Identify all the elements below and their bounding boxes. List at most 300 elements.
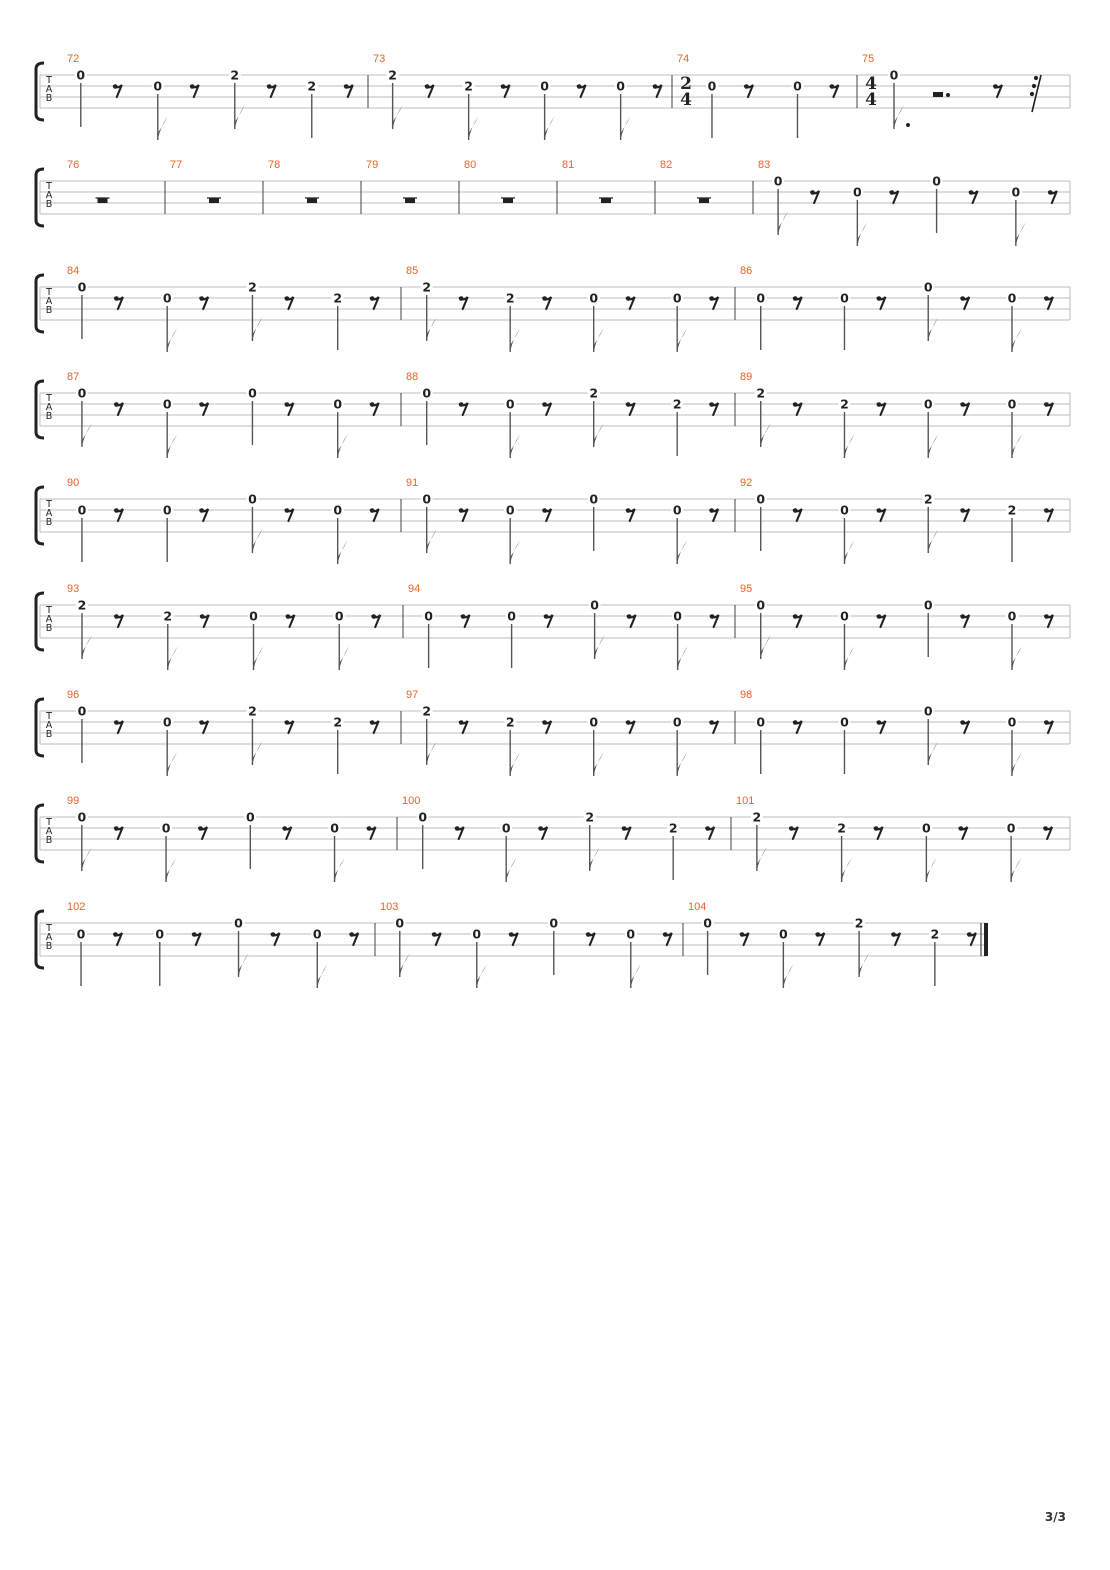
tab-clef-letter: A bbox=[45, 720, 53, 731]
measure-72-note-4-fret: 2 bbox=[307, 78, 317, 94]
measure-88-note-2-fret: 0 bbox=[505, 396, 515, 412]
measure-86-number: 86 bbox=[740, 265, 753, 277]
measure-77-half-rest bbox=[209, 198, 219, 203]
measure-90-note-2-fret: 0 bbox=[162, 502, 172, 518]
measure-75-32nd-rest-dot bbox=[1030, 92, 1034, 96]
measure-100-note-2-fret: 0 bbox=[501, 820, 511, 836]
measure-98-eighth-rest-4-dot bbox=[1044, 720, 1049, 725]
measure-92-eighth-rest-3-dot bbox=[960, 508, 965, 513]
measure-88-note-4-fret: 2 bbox=[672, 396, 682, 412]
measure-88-eighth-rest-4-dot bbox=[709, 402, 714, 407]
measure-104-eighth-rest-3-dot bbox=[891, 932, 896, 937]
tab-clef-letter: A bbox=[45, 84, 53, 95]
measure-103-note-2-fret: 0 bbox=[472, 926, 482, 942]
tab-clef-letter: T bbox=[46, 75, 52, 86]
measure-98-eighth-rest-2-dot bbox=[877, 720, 882, 725]
measure-99-number: 99 bbox=[67, 795, 80, 807]
measure-84-eighth-rest-1-dot bbox=[114, 296, 119, 301]
measure-102-note-1-fret: 0 bbox=[76, 926, 86, 942]
measure-85-note-4-fret: 0 bbox=[672, 290, 682, 306]
measure-103-eighth-rest-2-dot bbox=[509, 932, 514, 937]
tab-clef-letter: B bbox=[45, 411, 53, 422]
measure-75-note-1-fret: 0 bbox=[889, 67, 899, 83]
measure-86-note-1-fret: 0 bbox=[756, 290, 766, 306]
measure-99-eighth-rest-2-dot bbox=[198, 826, 203, 831]
measure-88-note-1-fret: 0 bbox=[422, 385, 432, 401]
measure-88-eighth-rest-2-dot bbox=[542, 402, 547, 407]
measure-73-note-3-fret: 0 bbox=[540, 78, 549, 94]
measure-91-eighth-rest-3-dot bbox=[626, 508, 631, 513]
measure-95-number: 95 bbox=[740, 583, 753, 595]
tab-clef-letter: T bbox=[46, 605, 52, 616]
measure-94-eighth-rest-1-dot bbox=[461, 614, 466, 619]
measure-104-eighth-rest-4-dot bbox=[967, 932, 972, 937]
measure-73-eighth-rest-3-dot bbox=[577, 84, 582, 89]
measure-102-number: 102 bbox=[67, 901, 86, 913]
measure-92-eighth-rest-2-dot bbox=[877, 508, 882, 513]
measure-95-note-1-flag bbox=[761, 635, 771, 659]
measure-84-eighth-rest-2-dot bbox=[199, 296, 204, 301]
measure-75-note-1-dot bbox=[906, 123, 910, 127]
page-number: 3/3 bbox=[1044, 1510, 1066, 1524]
measure-101-number: 101 bbox=[736, 795, 755, 807]
measure-89-eighth-rest-2-dot bbox=[877, 402, 882, 407]
measure-103-eighth-rest-4-dot bbox=[663, 932, 668, 937]
tab-clef-letter: T bbox=[46, 181, 52, 192]
measure-87-note-1-flag bbox=[82, 423, 92, 447]
measure-93-note-2-flag bbox=[168, 646, 178, 670]
measure-73-number: 73 bbox=[373, 53, 386, 65]
measure-99-note-2-fret: 0 bbox=[161, 820, 171, 836]
measure-103-note-1-fret: 0 bbox=[395, 915, 405, 931]
measure-72-eighth-rest-3-dot bbox=[267, 84, 272, 89]
measure-97-note-1-fret: 2 bbox=[422, 703, 432, 719]
measure-93-note-3-flag bbox=[254, 646, 264, 670]
measure-83-note-3-fret: 0 bbox=[932, 173, 941, 189]
measure-75-eighth-rest-dot bbox=[993, 84, 998, 89]
measure-83-note-1-fret: 0 bbox=[773, 173, 783, 189]
measure-104-note-2-fret: 0 bbox=[779, 926, 788, 942]
measure-73-eighth-rest-1-dot bbox=[425, 84, 430, 89]
measure-100-number: 100 bbox=[402, 795, 421, 807]
measure-72-eighth-rest-2-dot bbox=[190, 84, 195, 89]
measure-103-eighth-rest-1-dot bbox=[432, 932, 437, 937]
tab-clef-letter: A bbox=[45, 402, 53, 413]
measure-95-note-1-fret: 0 bbox=[756, 597, 766, 613]
measure-104-eighth-rest-1-dot bbox=[740, 932, 745, 937]
measure-98-note-2-fret: 0 bbox=[840, 714, 849, 730]
measure-95-note-3-fret: 0 bbox=[923, 597, 933, 613]
measure-97-eighth-rest-2-dot bbox=[542, 720, 547, 725]
measure-101-note-3-fret: 0 bbox=[922, 820, 931, 836]
measure-97-note-4-fret: 0 bbox=[672, 714, 682, 730]
measure-103-note-3-fret: 0 bbox=[549, 915, 559, 931]
measure-99-eighth-rest-4-dot bbox=[367, 826, 372, 831]
measure-78-half-rest bbox=[307, 198, 317, 203]
measure-101-note-1-fret: 2 bbox=[752, 809, 762, 825]
tab-clef-letter: A bbox=[45, 932, 53, 943]
measure-75-time-signature-numerator: 4 bbox=[865, 74, 877, 94]
tab-clef-letter: T bbox=[46, 711, 52, 722]
measure-84-note-2-fret: 0 bbox=[162, 290, 172, 306]
measure-100-note-2-flag bbox=[506, 858, 516, 882]
measure-102-eighth-rest-2-dot bbox=[192, 932, 197, 937]
measure-73-note-1-flag bbox=[393, 105, 403, 129]
measure-97-eighth-rest-4-dot bbox=[709, 720, 714, 725]
measure-86-eighth-rest-4-dot bbox=[1044, 296, 1049, 301]
measure-75-32nd-rest-dot bbox=[1032, 84, 1036, 88]
measure-73-eighth-rest-2-dot bbox=[501, 84, 506, 89]
measure-89-note-3-flag bbox=[928, 434, 938, 458]
measure-98-note-4-fret: 0 bbox=[1007, 714, 1017, 730]
tab-clef-letter: A bbox=[45, 508, 53, 519]
measure-83-eighth-rest-2-dot bbox=[890, 190, 895, 195]
measure-74-number: 74 bbox=[677, 53, 690, 65]
measure-96-eighth-rest-3-dot bbox=[285, 720, 290, 725]
measure-94-note-1-fret: 0 bbox=[424, 608, 433, 624]
measure-101-note-2-fret: 2 bbox=[837, 820, 846, 836]
measure-90-note-1-fret: 0 bbox=[77, 502, 87, 518]
measure-98-note-4-flag bbox=[1012, 752, 1022, 776]
measure-99-note-1-flag bbox=[82, 847, 92, 871]
tab-clef-letter: T bbox=[46, 923, 52, 934]
measure-74-note-1-fret: 0 bbox=[707, 78, 717, 94]
measure-98-note-3-flag bbox=[928, 741, 938, 765]
measure-99-note-4-fret: 0 bbox=[330, 820, 339, 836]
measure-97-note-4-flag bbox=[677, 752, 687, 776]
tab-clef-letter: A bbox=[45, 296, 53, 307]
measure-101-eighth-rest-1-dot bbox=[789, 826, 794, 831]
measure-96-note-2-fret: 0 bbox=[162, 714, 172, 730]
measure-72-eighth-rest-4-dot bbox=[344, 84, 349, 89]
measure-101-eighth-rest-3-dot bbox=[959, 826, 964, 831]
measure-85-eighth-rest-2-dot bbox=[542, 296, 547, 301]
measure-93-eighth-rest-2-dot bbox=[200, 614, 205, 619]
measure-94-eighth-rest-2-dot bbox=[544, 614, 549, 619]
measure-87-eighth-rest-4-dot bbox=[370, 402, 375, 407]
measure-100-note-3-flag bbox=[590, 847, 600, 871]
measure-85-eighth-rest-3-dot bbox=[626, 296, 631, 301]
measure-103-note-2-flag bbox=[477, 964, 487, 988]
measure-89-note-2-fret: 2 bbox=[840, 396, 849, 412]
measure-96-number: 96 bbox=[67, 689, 80, 701]
measure-100-eighth-rest-4-dot bbox=[705, 826, 710, 831]
measure-85-number: 85 bbox=[406, 265, 419, 277]
tab-clef-letter: B bbox=[45, 305, 53, 316]
measure-101-eighth-rest-4-dot bbox=[1043, 826, 1048, 831]
measure-102-note-4-flag bbox=[317, 964, 327, 988]
measure-94-note-4-fret: 0 bbox=[673, 608, 682, 624]
measure-92-note-2-flag bbox=[844, 540, 854, 564]
measure-99-note-1-fret: 0 bbox=[77, 809, 87, 825]
measure-72-note-2-fret: 0 bbox=[153, 78, 163, 94]
measure-93-eighth-rest-1-dot bbox=[114, 614, 119, 619]
measure-86-note-4-flag bbox=[1012, 328, 1022, 352]
measure-99-eighth-rest-1-dot bbox=[114, 826, 119, 831]
measure-102-note-3-flag bbox=[239, 953, 249, 977]
measure-82-number: 82 bbox=[660, 159, 673, 171]
measure-92-note-2-fret: 0 bbox=[840, 502, 849, 518]
measure-91-eighth-rest-2-dot bbox=[542, 508, 547, 513]
measure-74-time-signature-numerator: 2 bbox=[680, 74, 692, 94]
measure-85-note-3-flag bbox=[594, 328, 604, 352]
measure-99-note-2-flag bbox=[166, 858, 176, 882]
measure-93-note-3-fret: 0 bbox=[249, 608, 258, 624]
measure-103-note-4-flag bbox=[631, 964, 641, 988]
measure-76-half-rest bbox=[98, 198, 108, 203]
measure-94-eighth-rest-3-dot bbox=[627, 614, 632, 619]
measure-86-eighth-rest-3-dot bbox=[960, 296, 965, 301]
measure-98-note-3-fret: 0 bbox=[923, 703, 933, 719]
measure-73-eighth-rest-4-dot bbox=[653, 84, 658, 89]
measure-102-eighth-rest-1-dot bbox=[113, 932, 118, 937]
measure-84-note-3-fret: 2 bbox=[248, 279, 257, 295]
measure-84-eighth-rest-3-dot bbox=[285, 296, 290, 301]
measure-83-note-1-flag bbox=[778, 211, 788, 235]
tab-clef-letter: B bbox=[45, 623, 53, 634]
measure-91-note-1-fret: 0 bbox=[422, 491, 432, 507]
final-barline-thick bbox=[984, 923, 988, 956]
measure-90-eighth-rest-1-dot bbox=[114, 508, 119, 513]
measure-85-note-4-flag bbox=[677, 328, 687, 352]
measure-81-number: 81 bbox=[562, 159, 575, 171]
measure-84-eighth-rest-4-dot bbox=[370, 296, 375, 301]
measure-87-note-2-fret: 0 bbox=[162, 396, 172, 412]
measure-80-half-rest bbox=[503, 198, 513, 203]
measure-91-eighth-rest-1-dot bbox=[459, 508, 464, 513]
measure-100-eighth-rest-2-dot bbox=[538, 826, 543, 831]
measure-92-number: 92 bbox=[740, 477, 753, 489]
measure-100-note-1-fret: 0 bbox=[418, 809, 428, 825]
measure-72-note-1-fret: 0 bbox=[76, 67, 86, 83]
measure-98-eighth-rest-1-dot bbox=[793, 720, 798, 725]
measure-89-number: 89 bbox=[740, 371, 753, 383]
measure-95-note-4-fret: 0 bbox=[1007, 608, 1017, 624]
measure-88-note-2-flag bbox=[510, 434, 520, 458]
tab-clef-letter: T bbox=[46, 499, 52, 510]
measure-84-number: 84 bbox=[67, 265, 80, 277]
measure-92-note-4-fret: 2 bbox=[1007, 502, 1017, 518]
measure-92-note-3-fret: 2 bbox=[923, 491, 933, 507]
measure-86-note-3-fret: 0 bbox=[923, 279, 933, 295]
measure-104-eighth-rest-2-dot bbox=[816, 932, 821, 937]
measure-78-number: 78 bbox=[268, 159, 281, 171]
measure-74-time-signature-denominator: 4 bbox=[680, 90, 692, 110]
measure-103-number: 103 bbox=[380, 901, 399, 913]
measure-85-note-1-flag bbox=[427, 317, 437, 341]
measure-92-note-3-flag bbox=[928, 529, 938, 553]
measure-99-note-4-flag bbox=[335, 858, 345, 882]
tab-clef-letter: B bbox=[45, 199, 53, 210]
measure-88-eighth-rest-3-dot bbox=[626, 402, 631, 407]
measure-73-note-3-flag bbox=[545, 116, 555, 140]
measure-93-number: 93 bbox=[67, 583, 80, 595]
measure-85-note-2-flag bbox=[510, 328, 520, 352]
measure-104-number: 104 bbox=[688, 901, 707, 913]
measure-97-note-2-flag bbox=[510, 752, 520, 776]
measure-94-note-3-flag bbox=[595, 635, 605, 659]
measure-92-eighth-rest-4-dot bbox=[1044, 508, 1049, 513]
measure-98-eighth-rest-3-dot bbox=[960, 720, 965, 725]
tab-clef-letter: B bbox=[45, 93, 53, 104]
measure-90-note-3-flag bbox=[252, 529, 262, 553]
measure-87-note-4-fret: 0 bbox=[333, 396, 343, 412]
measure-93-note-4-flag bbox=[339, 646, 349, 670]
measure-90-note-4-flag bbox=[338, 540, 348, 564]
measure-103-note-1-flag bbox=[400, 953, 410, 977]
measure-85-eighth-rest-4-dot bbox=[709, 296, 714, 301]
tab-clef-letter: B bbox=[45, 835, 53, 846]
measure-83-note-4-flag bbox=[1016, 222, 1026, 246]
measure-103-note-4-fret: 0 bbox=[626, 926, 636, 942]
measure-87-eighth-rest-3-dot bbox=[285, 402, 290, 407]
measure-95-note-2-fret: 0 bbox=[840, 608, 849, 624]
tab-clef-letter: B bbox=[45, 729, 53, 740]
measure-98-number: 98 bbox=[740, 689, 753, 701]
measure-95-eighth-rest-3-dot bbox=[960, 614, 965, 619]
measure-74-eighth-rest-2-dot bbox=[830, 84, 835, 89]
measure-101-note-2-flag bbox=[842, 858, 852, 882]
measure-90-eighth-rest-2-dot bbox=[199, 508, 204, 513]
measure-79-half-rest bbox=[405, 198, 415, 203]
measure-75-note-1-flag bbox=[894, 105, 904, 129]
measure-86-note-3-flag bbox=[928, 317, 938, 341]
measure-102-eighth-rest-3-dot bbox=[271, 932, 276, 937]
measure-73-note-4-fret: 0 bbox=[616, 78, 625, 94]
measure-95-eighth-rest-1-dot bbox=[793, 614, 798, 619]
measure-85-note-2-fret: 2 bbox=[505, 290, 515, 306]
measure-89-note-1-flag bbox=[761, 423, 771, 447]
measure-97-eighth-rest-3-dot bbox=[626, 720, 631, 725]
tab-clef-letter: T bbox=[46, 287, 52, 298]
measure-96-note-3-flag bbox=[252, 741, 262, 765]
measure-86-eighth-rest-2-dot bbox=[877, 296, 882, 301]
measure-94-note-3-fret: 0 bbox=[590, 597, 599, 613]
measure-75-dotted-half-rest bbox=[933, 92, 943, 97]
measure-83-eighth-rest-4-dot bbox=[1048, 190, 1053, 195]
measure-92-note-1-fret: 0 bbox=[756, 491, 766, 507]
measure-83-note-2-flag bbox=[857, 222, 867, 246]
measure-104-note-1-fret: 0 bbox=[703, 915, 712, 931]
measure-88-eighth-rest-1-dot bbox=[459, 402, 464, 407]
measure-99-eighth-rest-3-dot bbox=[282, 826, 287, 831]
measure-97-note-3-fret: 0 bbox=[589, 714, 599, 730]
tab-clef-letter: B bbox=[45, 517, 53, 528]
measure-72-note-2-flag bbox=[158, 116, 168, 140]
measure-102-note-3-fret: 0 bbox=[234, 915, 243, 931]
measure-97-number: 97 bbox=[406, 689, 419, 701]
measure-79-number: 79 bbox=[366, 159, 379, 171]
measure-94-eighth-rest-4-dot bbox=[710, 614, 715, 619]
measure-90-eighth-rest-4-dot bbox=[370, 508, 375, 513]
measure-95-eighth-rest-2-dot bbox=[877, 614, 882, 619]
measure-96-note-3-fret: 2 bbox=[248, 703, 257, 719]
measure-100-eighth-rest-3-dot bbox=[622, 826, 627, 831]
measure-96-eighth-rest-4-dot bbox=[370, 720, 375, 725]
measure-101-note-4-flag bbox=[1011, 858, 1021, 882]
measure-80-number: 80 bbox=[464, 159, 477, 171]
measure-85-eighth-rest-1-dot bbox=[459, 296, 464, 301]
measure-75-32nd-rest-dot bbox=[1034, 76, 1038, 80]
measure-73-note-2-flag bbox=[469, 116, 479, 140]
measure-83-eighth-rest-3-dot bbox=[969, 190, 974, 195]
measure-97-eighth-rest-1-dot bbox=[459, 720, 464, 725]
measure-74-eighth-rest-1-dot bbox=[744, 84, 749, 89]
measure-72-number: 72 bbox=[67, 53, 80, 65]
measure-93-note-4-fret: 0 bbox=[334, 608, 344, 624]
measure-73-note-1-fret: 2 bbox=[388, 67, 397, 83]
measure-88-note-3-fret: 2 bbox=[589, 385, 599, 401]
measure-96-note-1-fret: 0 bbox=[77, 703, 87, 719]
measure-89-note-4-flag bbox=[1012, 434, 1022, 458]
measure-74-note-2-fret: 0 bbox=[793, 78, 802, 94]
measure-89-note-2-flag bbox=[844, 434, 854, 458]
measure-103-eighth-rest-3-dot bbox=[586, 932, 591, 937]
measure-96-note-4-fret: 2 bbox=[333, 714, 343, 730]
measure-86-note-2-fret: 0 bbox=[840, 290, 849, 306]
measure-89-note-4-fret: 0 bbox=[1007, 396, 1017, 412]
measure-87-eighth-rest-2-dot bbox=[199, 402, 204, 407]
measure-91-note-3-fret: 0 bbox=[589, 491, 599, 507]
measure-81-half-rest bbox=[601, 198, 611, 203]
measure-89-note-3-fret: 0 bbox=[923, 396, 933, 412]
measure-83-note-2-fret: 0 bbox=[852, 184, 862, 200]
measure-87-number: 87 bbox=[67, 371, 80, 383]
measure-83-eighth-rest-1-dot bbox=[810, 190, 815, 195]
measure-83-number: 83 bbox=[758, 159, 771, 171]
tab-clef-letter: A bbox=[45, 190, 53, 201]
measure-72-note-3-fret: 2 bbox=[230, 67, 240, 83]
measure-91-note-4-fret: 0 bbox=[672, 502, 682, 518]
measure-90-note-4-fret: 0 bbox=[333, 502, 343, 518]
measure-98-note-1-fret: 0 bbox=[756, 714, 766, 730]
measure-104-note-2-flag bbox=[783, 964, 793, 988]
measure-85-note-1-fret: 2 bbox=[422, 279, 432, 295]
measure-100-note-3-fret: 2 bbox=[585, 809, 595, 825]
measure-101-note-3-flag bbox=[926, 858, 936, 882]
measure-93-note-1-fret: 2 bbox=[77, 597, 87, 613]
measure-84-note-3-flag bbox=[252, 317, 262, 341]
measure-75-dotted-half-rest-dot bbox=[946, 93, 950, 97]
measure-72-eighth-rest-1-dot bbox=[113, 84, 118, 89]
measure-97-note-3-flag bbox=[594, 752, 604, 776]
measure-91-eighth-rest-4-dot bbox=[709, 508, 714, 513]
measure-85-note-3-fret: 0 bbox=[589, 290, 599, 306]
measure-96-note-2-flag bbox=[167, 752, 177, 776]
measure-95-note-2-flag bbox=[844, 646, 854, 670]
measure-87-note-4-flag bbox=[338, 434, 348, 458]
measure-75-number: 75 bbox=[862, 53, 875, 65]
measure-90-note-3-fret: 0 bbox=[248, 491, 257, 507]
measure-88-number: 88 bbox=[406, 371, 419, 383]
measure-73-note-4-flag bbox=[621, 116, 631, 140]
measure-92-eighth-rest-1-dot bbox=[793, 508, 798, 513]
tab-clef-letter: A bbox=[45, 826, 53, 837]
measure-87-note-1-fret: 0 bbox=[77, 385, 87, 401]
measure-101-note-1-flag bbox=[757, 847, 767, 871]
tab-clef-letter: T bbox=[46, 817, 52, 828]
measure-89-eighth-rest-3-dot bbox=[960, 402, 965, 407]
measure-82-half-rest bbox=[699, 198, 709, 203]
measure-87-note-3-fret: 0 bbox=[248, 385, 257, 401]
measure-101-eighth-rest-2-dot bbox=[874, 826, 879, 831]
measure-102-note-4-fret: 0 bbox=[312, 926, 322, 942]
measure-100-note-4-fret: 2 bbox=[668, 820, 678, 836]
measure-75-time-signature-denominator: 4 bbox=[865, 90, 877, 110]
measure-84-note-4-fret: 2 bbox=[333, 290, 343, 306]
measure-86-note-4-fret: 0 bbox=[1007, 290, 1017, 306]
measure-96-eighth-rest-2-dot bbox=[199, 720, 204, 725]
